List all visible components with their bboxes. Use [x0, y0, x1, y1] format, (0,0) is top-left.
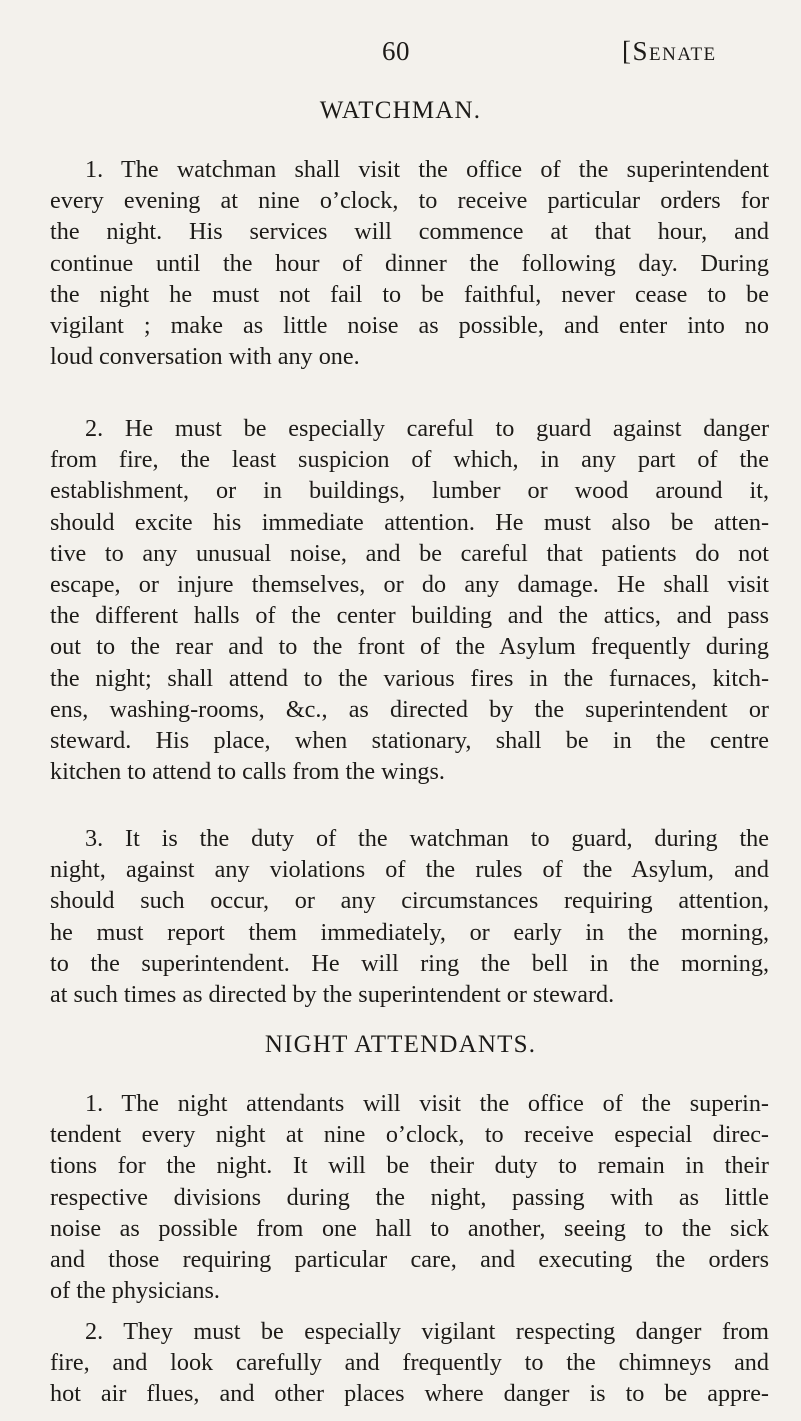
text-line: respective divisions during the night, passing with as little: [50, 1183, 769, 1211]
text-line: 2. He must be especially careful to guard against danger: [85, 415, 769, 442]
text-line: the night. His services will commence at that hour, and: [50, 218, 769, 246]
text-line: to the superintendent. He will ring the bell in the morning,: [50, 949, 769, 977]
text-line: every evening at nine o’clock, to receive particular orders for: [50, 187, 769, 215]
text-line: the night he must not fail to be faithful, never cease to be: [50, 280, 769, 308]
text-line: tive to any unusual noise, and be careful that patients do not: [50, 539, 769, 567]
text-line: 1. The watchman shall visit the office of the superintendent: [85, 156, 769, 183]
text-line: the different halls of the center building and the attics, and pass: [50, 602, 769, 630]
text-line: of the physicians.: [50, 1277, 220, 1305]
page-header: [0, 36, 801, 72]
section-heading-watchman: WATCHMAN.: [319, 97, 482, 124]
paragraph-watchman-2: [50, 413, 769, 787]
text-line: kitchen to attend to calls from the wings.: [50, 758, 445, 786]
text-line: should excite his immediate attention. He must also be atten-: [50, 508, 769, 536]
page-number: 60: [382, 36, 410, 66]
text-line: from fire, the least suspicion of which, in any part of the: [50, 446, 769, 474]
text-line: escape, or injure themselves, or do any damage. He shall visit: [50, 571, 769, 599]
text-line: steward. His place, when stationary, shall be in the centre: [50, 727, 769, 755]
text-line: and those requiring particular care, and executing the orders: [50, 1246, 769, 1274]
text-line: should such occur, or any circumstances requiring attention,: [50, 887, 769, 915]
section-heading-night-attendants: NIGHT ATTENDANTS.: [264, 1031, 537, 1058]
text-line: 1. The night attendants will visit the office of the superin-: [85, 1090, 769, 1117]
text-line: loud conversation with any one.: [50, 343, 360, 371]
text-line: out to the rear and to the front of the Asylum frequently during: [50, 633, 769, 661]
paragraph-watchman-3: [50, 823, 769, 1010]
text-line: establishment, or in buildings, lumber or wood around it,: [50, 477, 769, 505]
text-line: he must report them immediately, or early in the morning,: [50, 918, 769, 946]
text-line: vigilant ; make as little noise as possible, and enter into no: [50, 312, 769, 340]
text-line: tendent every night at nine o’clock, to receive especial direc-: [50, 1121, 769, 1149]
paragraph-night-attendants-1: [50, 1088, 769, 1306]
text-line: at such times as directed by the superintendent or steward.: [50, 981, 615, 1009]
paragraph-watchman-1: [50, 154, 769, 372]
text-line: ens, washing-rooms, &c., as directed by the superintendent or: [50, 695, 769, 723]
text-line: fire, and look carefully and frequently to the chimneys and: [50, 1349, 769, 1377]
text-line: continue until the hour of dinner the following day. During: [50, 249, 769, 277]
text-line: noise as possible from one hall to another, seeing to the sick: [50, 1214, 769, 1242]
text-line: 2. They must be especially vigilant respecting danger from: [85, 1318, 769, 1345]
text-line: hot air flues, and other places where danger is to be appre-: [50, 1380, 769, 1408]
running-head: [Senate: [622, 36, 717, 66]
text-line: the night; shall attend to the various fires in the furnaces, kitch-: [50, 664, 769, 692]
paragraph-night-attendants-2: [50, 1316, 769, 1410]
text-line: night, against any violations of the rules of the Asylum, and: [50, 856, 769, 884]
text-line: 3. It is the duty of the watchman to guard, during the: [85, 825, 769, 852]
text-line: tions for the night. It will be their duty to remain in their: [50, 1152, 769, 1180]
